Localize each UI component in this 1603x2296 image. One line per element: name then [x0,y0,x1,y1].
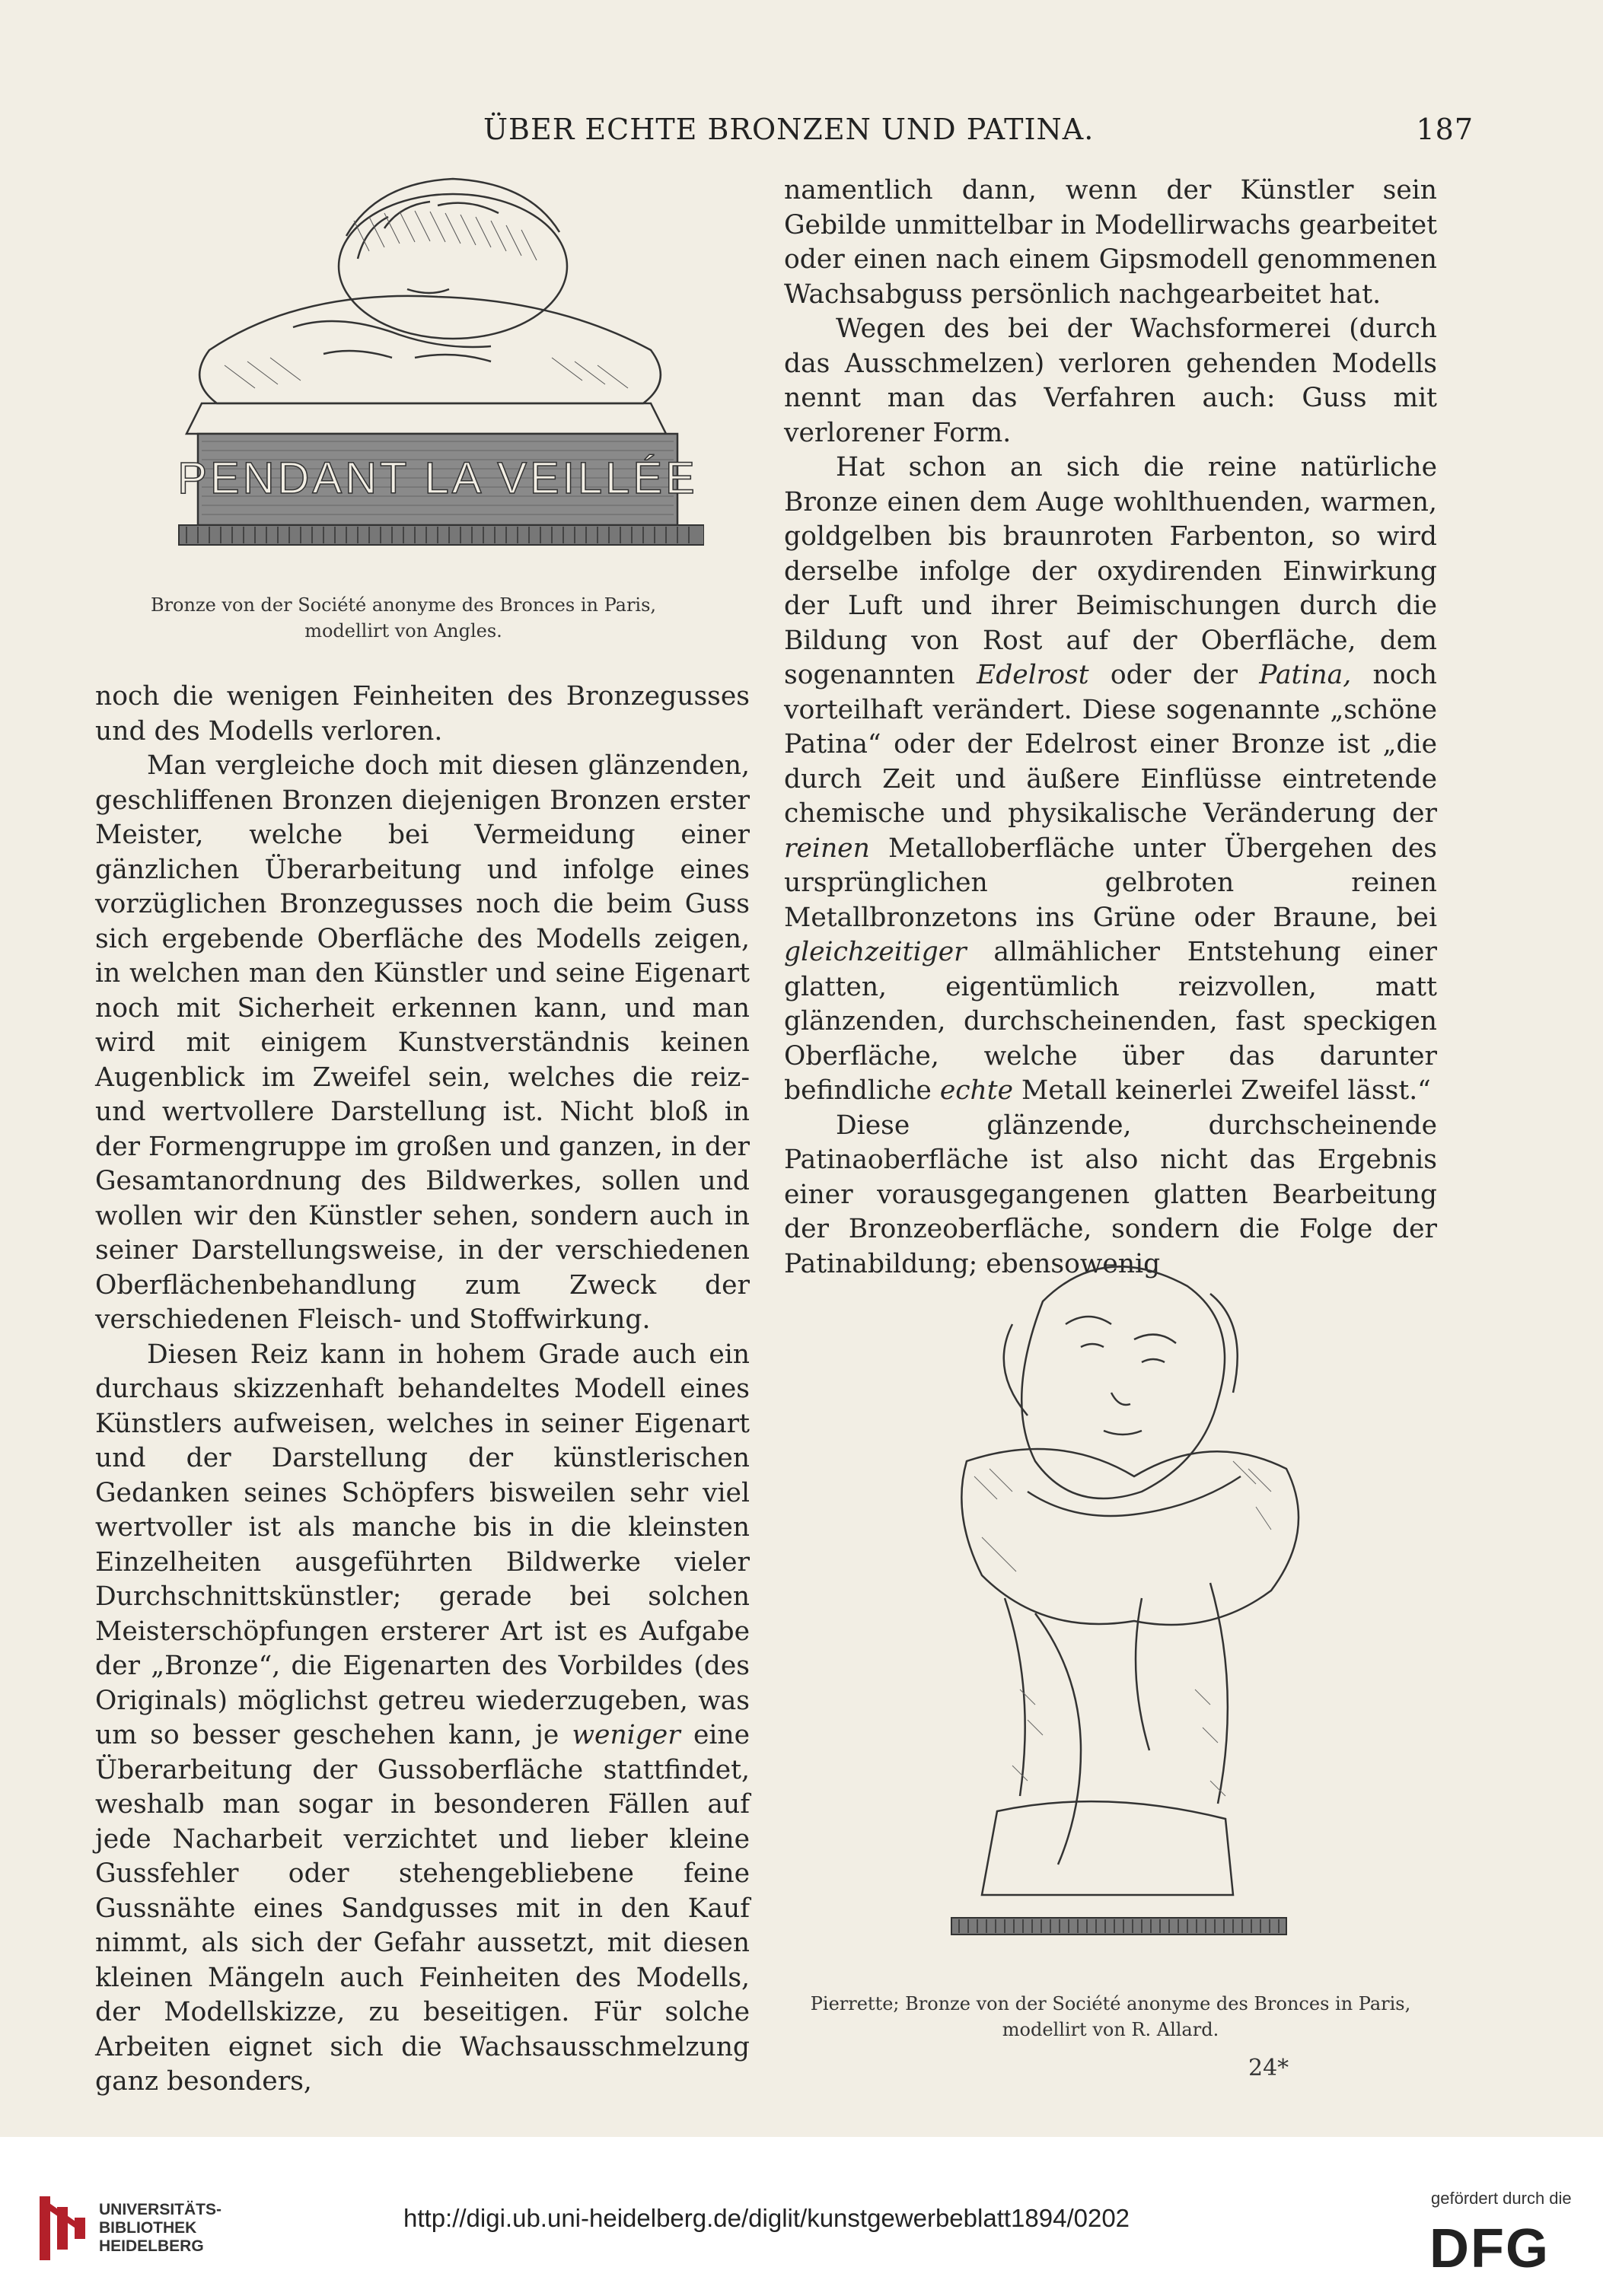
caption-line: modellirt von R. Allard. [1002,2019,1219,2040]
sponsor-label: gefördert durch die [1431,2189,1572,2208]
paragraph: Diese glänzende, durchscheinende Patinaoberfläche ist also nicht das Ergebnis einer vorausgegangenen glatten Bearbeitung der Bronzeoberfläche, sondern die Folge der Patinabildung; ebensowenig [784,1110,1437,1279]
caption-line: Bronze von der Société anonyme des Bronces in Paris, [150,594,657,616]
emphasis: gleichzeitiger [784,937,967,967]
text-run: Metall keinerlei Zweifel lässt.“ [1021,1075,1431,1106]
paragraph: Wegen des bei der Wachsformerei (durch das Ausschmelzen) verloren gehenden Modells nennt man das Verfahren auch: Guss mit verlorener Form. [784,314,1437,448]
text-run: allmählicher Entstehung einer glatten, eigentümlich reizvollen, matt glänzenden, durchscheinenden, fast speckigen Oberfläche, welche über das darunter befindliche [784,937,1438,1106]
text-run: Hat schon an sich die reine natürliche Bronze einen dem Auge wohlthuenden, warmen, goldgelben bis braunroten Farbenton, so wird derselbe infolge der oxydirenden Einwirkung der Luft und ihrer Beimischungen durch die Bildung von Rost auf der Oberfläche, dem sogenannten [784,452,1437,690]
text-run: Diesen Reiz kann in hohem Grade auch ein durchaus skizzenhaft behandeltes Modell eines Künstlers aufweisen, welches in seiner Eigenart und der Darstellung der künstlerischen Gedanken seines Schöpfers bisweilen sehr viel wertvoller ist als manche bis in die kleinsten Einzelheiten ausgeführten Bildwerke vieler Durchschnittskünstler; gerade bei solchen Meisterschöpfungen ersterer Art ist es Aufgabe der „Bronze“, die Eigenarten des Vorbildes (des Originals) möglichst getreu wiederzugeben, was um so besser geschehen kann, je [95,1339,750,1750]
paragraph: namentlich dann, wenn der Künstler sein Gebilde unmittelbar in Modellirwachs gearbeitet oder einen nach einem Gipsmodell genommenen Wachsabguss persönlich nachgearbeitet hat. [784,175,1437,310]
caption-line: modellirt von Angles. [304,620,502,642]
source-url-link[interactable]: http://digi.ub.uni-heidelberg.de/diglit/kunstgewerbeblatt1894/0202 [403,2204,1130,2232]
caption-line: Pierrette; Bronze von der Société anonyme des Bronces in Paris, [810,1993,1411,2014]
figure-sleeping-child-bronze [95,175,704,571]
text-run: oder der [1110,660,1238,690]
signature-mark: 24* [1248,2055,1289,2081]
page-number: 187 [1416,113,1474,146]
paragraph: noch die wenigen Feinheiten des Bronzegusses und des Modells verloren. [95,681,750,747]
library-name-line: HEIDELBERG [99,2237,204,2255]
emphasis: reinen [784,833,870,864]
university-library-logo-icon [37,2193,88,2263]
paragraph: Man vergleiche doch mit diesen glänzenden, geschliffenen Bronzen diejenigen Bronzen erster Meister, welche bei Vermeidung einer gänzlichen Überarbeitung und infolge eines vorzüglichen Bronzegusses noch die beim Guss sich ergebende Oberfläche des Modells zeigen, in welchen man den Künstler und seine Eigenart noch mit Sicherheit erkennen kann, und man wird mit einigem Kunstverständnis keinen Augenblick im Zweifel sein, welches die reiz- und wertvollere Darstellung ist. Nicht bloß in der Formengruppe im großen und ganzen, in der Gesamtanordnung des Bildwerkes, sollen und wollen wir den Künstler sehen, sondern auch in seiner Darstellungsweise, in der verschiedenen Oberflächenbehandlung zum Zweck der verschiedenen Fleisch- und Stoffwirkung. [95,750,751,1335]
paragraph [784,451,1437,1109]
emphasis: weniger [572,1720,680,1750]
emphasis: Edelrost [977,660,1089,690]
text-run: eine Überarbeitung der Gussoberfläche stattfindet, weshalb man sogar in besonderen Fällen auf jede Nacharbeit verzichtet und lieber kleine Gussfehler oder stehengebliebene feine Gussnähte eines Sandgusses mit in den Kauf nimmt, als sich der Gefahr aussetzt, mit diesen kleinen Mängeln auch Feinheiten des Modells, der Modellskizze, zu beseitigen. Für solche Arbeiten eignet sich die Wachsausschmelzung ganz besonders, [95,1720,751,2097]
university-library-name [99,2201,221,2256]
library-name-line: UNIVERSITÄTS- [99,2201,222,2218]
running-header [88,113,1474,155]
figure-bottom-caption [784,1991,1437,2043]
library-name-line: BIBLIOTHEK [99,2219,197,2237]
dfg-logo: DFG [1429,2218,1550,2279]
emphasis: echte [939,1075,1014,1106]
right-text-column [784,174,1437,1282]
running-title: ÜBER ECHTE BRONZEN UND PATINA. [483,113,1095,146]
text-run: noch vorteilhaft verändert. Diese sogenannte „schöne Patina“ oder der Edelrost einer Bronze ist „die durch Zeit und äußere Einflüsse eintretende chemische und physikalische Veränderung der [784,660,1438,829]
figure-top-caption [107,592,700,644]
plaque-text: PENDANT LA VEILLÉE [177,454,698,503]
figure-pierrette-bust [891,1233,1332,1979]
text-run: Metalloberfläche unter Übergehen des ursprünglichen gelbroten reinen Metallbronzetons ins Grüne oder Braune, bei [784,833,1437,933]
left-text-column [95,680,750,2100]
emphasis: Patina, [1259,660,1352,690]
paragraph [95,1338,750,2100]
